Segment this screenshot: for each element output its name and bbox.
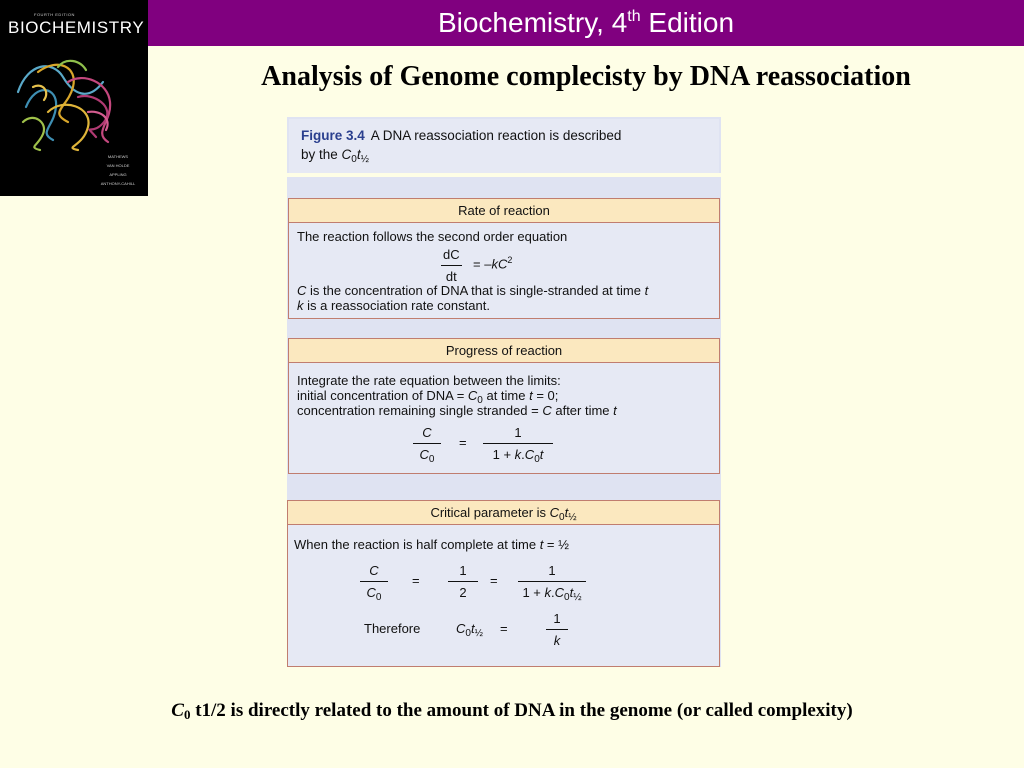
figure-gap — [287, 173, 721, 177]
panel-title: Critical parameter is $C_0t_{\frac{1}{2}}$ — [288, 501, 719, 525]
protein-structure-illustration — [8, 52, 120, 152]
figure-3-4 — [287, 117, 721, 667]
slide-footer-text: $C_0$ t1/2 is directly related to the amount of DNA in the genome (or called complexity) — [171, 700, 853, 722]
equation-lhs: C $C_0$ — [360, 563, 388, 603]
equation-c0-t-half: $C_0t_{\frac{1}{2}}$ — [456, 621, 483, 639]
cover-authors: MATHEWS VAN HOLDE APPLING ANTHONY-CAHILL — [100, 154, 136, 186]
slide-header-title: Biochemistry, 4th Edition — [437, 7, 735, 38]
therefore-label: Therefore — [364, 621, 421, 636]
panel-critical-parameter: Critical parameter is $C_0t_{\frac{1}{2}}$ When the reaction is half complete at time t = ½ C $C_0$ = 1 2 = 1 $1 + k.C_0t_{\frac{1}{2}}$ Therefore $C_0t_{\frac{1}{2}}$ = 1 k — [287, 500, 720, 667]
panel-rate-of-reaction — [288, 198, 720, 319]
equation-one-over-k: 1 k — [546, 611, 568, 648]
panel-text: initial concentration of DNA = $C_0$ at time t = 0; — [297, 388, 559, 406]
panel-text: Integrate the rate equation between the limits: — [297, 373, 561, 388]
cover-edition: FOURTH EDITION — [34, 12, 75, 17]
panel-text: When the reaction is half complete at time t = ½ — [294, 537, 569, 552]
panel-text: C is the concentration of DNA that is single-stranded at time t — [297, 283, 649, 298]
equation-rhs: = $-kC^2$ — [473, 255, 513, 272]
panel-title: Progress of reaction — [289, 339, 719, 363]
panel-text: k is a reassociation rate constant. — [297, 298, 490, 313]
figure-caption: Figure 3.4 A DNA reassociation reaction is described by the $C_0t_{\frac{1}{2}}$ — [289, 119, 719, 173]
panel-text: The reaction follows the second order equation — [297, 229, 568, 244]
panel-progress-of-reaction: Progress of reaction Integrate the rate equation between the limits: initial concentration of DNA = $C_0$ at time t = 0; concentration remaining single stranded = C after time t C $C_0$ = 1 $1 + k.C_0t$ — [288, 338, 720, 474]
equation-rhs: 1 $1 + k.C_0t$ — [483, 425, 553, 465]
equation-dc-dt: dC dt — [443, 247, 460, 284]
panel-text: concentration remaining single stranded = C after time t — [297, 403, 617, 418]
figure-label: Figure 3.4 — [301, 128, 365, 143]
book-cover-image — [0, 0, 148, 196]
equation-rhs: 1 $1 + k.C_0t_{\frac{1}{2}}$ — [518, 563, 586, 603]
slide-subtitle: Analysis of Genome complecisty by DNA reassociation — [261, 61, 911, 92]
equation-half: 1 2 — [448, 563, 478, 600]
panel-title: Rate of reaction — [289, 199, 719, 223]
equation-lhs: C $C_0$ — [413, 425, 441, 465]
cover-title: BIOCHEMISTRY — [8, 18, 145, 37]
